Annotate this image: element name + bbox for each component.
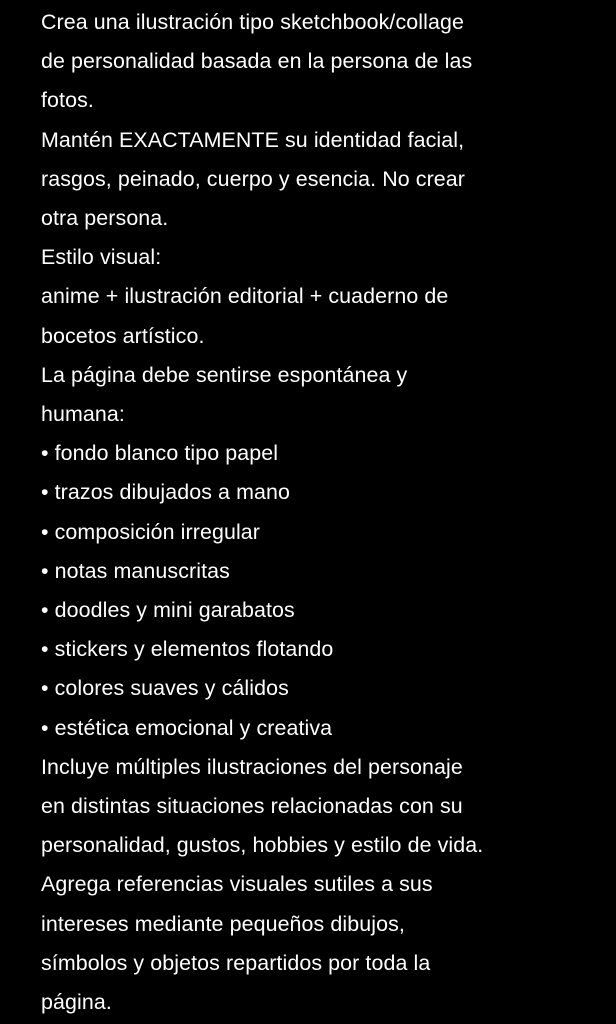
note-line: Mantén EXACTAMENTE su identidad facial, [41, 127, 465, 152]
bullet-item: • doodles y mini garabatos [41, 598, 295, 623]
note-line: rasgos, peinado, cuerpo y esencia. No crear [41, 166, 466, 191]
note-line: anime + ilustración editorial + cuaderno de [41, 284, 449, 309]
note-line: fotos. [41, 88, 94, 113]
note-line: de personalidad basada en la persona de las [41, 49, 473, 74]
note-text-body[interactable] [41, 3, 601, 1022]
bullet-item: • composición irregular [41, 519, 261, 544]
note-line: La página debe sentirse espontánea y [41, 362, 408, 387]
bullet-item: • fondo blanco tipo papel [41, 441, 279, 466]
note-line: en distintas situaciones relacionadas con su [41, 794, 463, 819]
note-line: Incluye múltiples ilustraciones del personaje [41, 754, 463, 779]
note-line: símbolos y objetos repartidos por toda la [41, 950, 431, 975]
note-line: personalidad, gustos, hobbies y estilo de vida. [41, 833, 484, 858]
note-line: página. [41, 990, 112, 1015]
note-line: otra persona. [41, 206, 169, 231]
bullet-item: • trazos dibujados a mano [41, 480, 290, 505]
note-line: intereses mediante pequeños dibujos, [41, 911, 405, 936]
bullet-item: • estética emocional y creativa [41, 715, 333, 740]
bullet-item: • colores suaves y cálidos [41, 676, 289, 701]
note-line: bocetos artístico. [41, 323, 205, 348]
note-line: Agrega referencias visuales sutiles a sus [41, 872, 433, 897]
note-line: humana: [41, 402, 125, 427]
note-line: Crea una ilustración tipo sketchbook/collage [41, 10, 464, 34]
bullet-item: • notas manuscritas [41, 558, 230, 583]
note-line: Estilo visual: [41, 245, 162, 270]
bullet-item: • stickers y elementos flotando [41, 637, 334, 662]
